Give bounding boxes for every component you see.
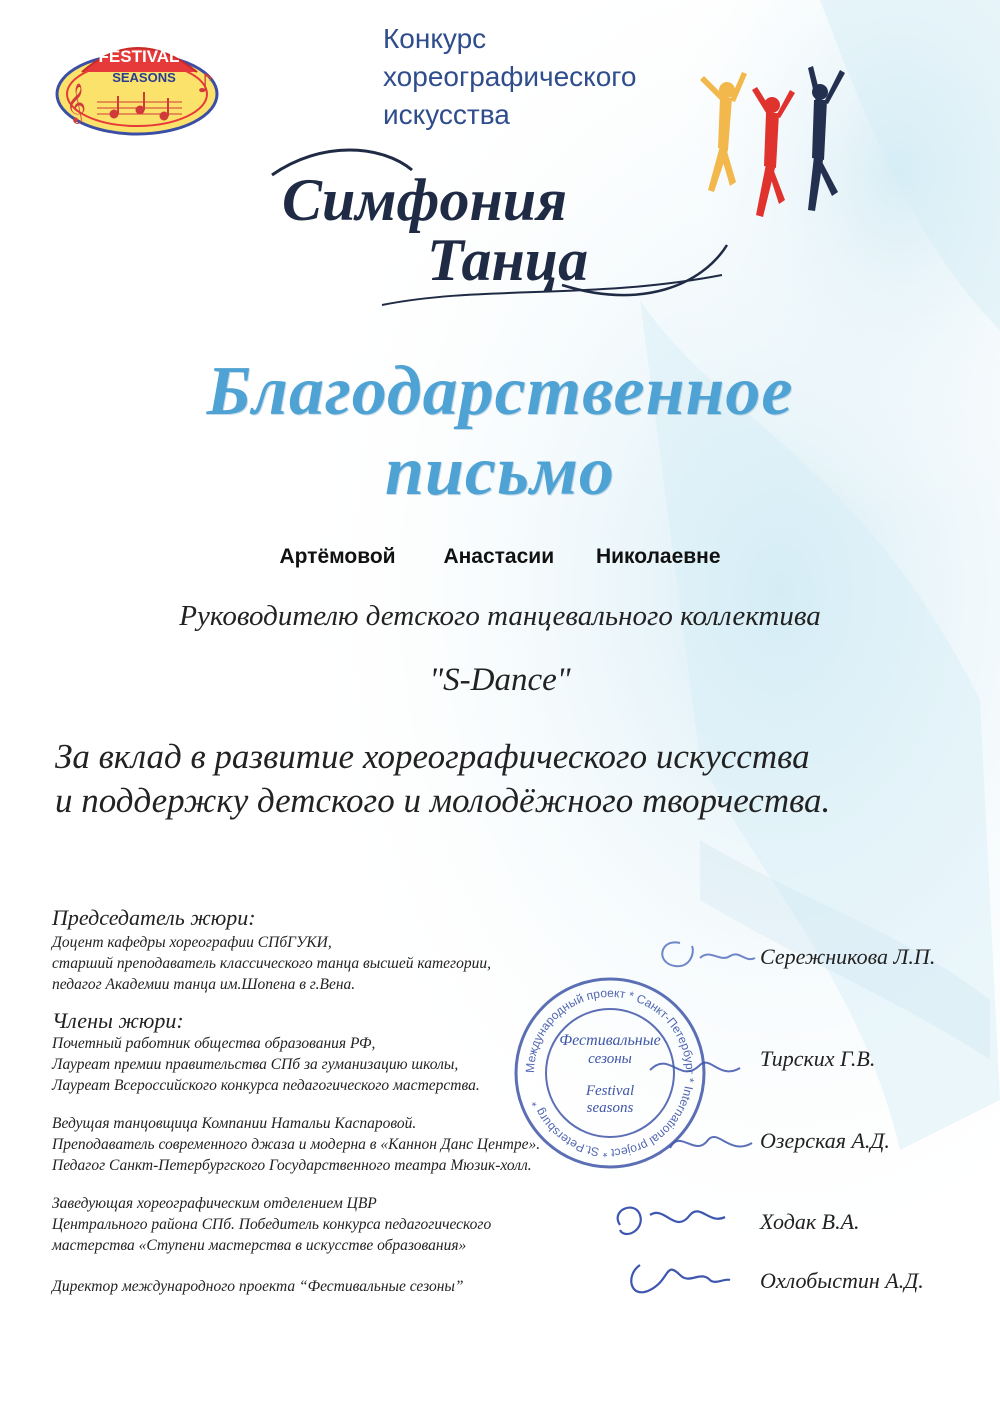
stamp-center-line-2: сезоны xyxy=(588,1051,632,1067)
member-desc-line: Почетный работник общества образования РФ, xyxy=(52,1035,376,1052)
header-line-3: искусства xyxy=(383,99,510,130)
signature-member-4 xyxy=(615,1250,735,1310)
member-description xyxy=(52,1193,491,1256)
festival-logo-text2: SEASONS xyxy=(112,70,176,85)
stamp-center-line-1: Фестивальные xyxy=(559,1032,661,1049)
member-desc-line: мастерства «Ступени мастерства в искусстве образования» xyxy=(52,1237,467,1254)
chair-name: Сережникова Л.П. xyxy=(760,944,936,969)
recipient-surname: Артёмовой xyxy=(279,545,396,568)
festival-logo-text1: FESTIVAL xyxy=(98,47,180,66)
member-desc-line: Лауреат Всероссийского конкурса педагогического мастерства. xyxy=(52,1077,480,1094)
member-name: Ходак В.А. xyxy=(760,1209,860,1234)
title-line-2: письмо xyxy=(385,433,615,510)
member-desc-line: Ведущая танцовщица Компании Натальи Каспаровой. xyxy=(52,1115,417,1132)
member-desc-line: Лауреат премии правительства СПб за гуманизацию школы, xyxy=(52,1056,459,1073)
document-title xyxy=(0,352,1000,512)
stamp-center-line-4: seasons xyxy=(586,1100,634,1116)
member-description xyxy=(52,1033,480,1096)
signature-member-3 xyxy=(605,1195,735,1255)
symphony-of-dance-logo xyxy=(262,135,732,315)
recipient-name xyxy=(0,545,1000,569)
member-desc-line: Центрального района СПб. Победитель конкурса педагогического xyxy=(52,1216,492,1233)
reason-line-2: и поддержку детского и молодёжного творчества. xyxy=(55,781,831,820)
recipient-patronymic: Николаевне xyxy=(595,545,721,568)
stamp-center-line-3: Festival xyxy=(585,1083,635,1099)
member-desc-line: Преподаватель современного джаза и модерна в «Каннон Данс Центре». xyxy=(52,1136,541,1153)
logo-word-2: Танца xyxy=(427,227,589,293)
member-name: Озерская А.Д. xyxy=(760,1128,890,1153)
chair-desc-line: Доцент кафедры хореографии СПбГУКИ, xyxy=(52,934,332,951)
member-name: Тирских Г.В. xyxy=(760,1046,876,1071)
members-heading: Члены жюри: xyxy=(52,1008,184,1033)
member-desc-line: Педагог Санкт-Петербургского Государственного театра Мюзик-холл. xyxy=(52,1157,532,1174)
chair-desc-line: старший преподаватель классического танца высшей категории, xyxy=(52,955,491,972)
svg-text:Международный проект * Санкт-П xyxy=(523,986,697,1160)
member-name: Охлобыстин А.Д. xyxy=(760,1268,924,1293)
reason-line-1: За вклад в развитие хореографического искусства xyxy=(55,737,810,776)
stamp-ring-text: Международный проект * Санкт-Петербург * International project * St.Petersburg * xyxy=(522,985,698,1161)
header-line-2: хореографического xyxy=(383,61,637,92)
signature-chair xyxy=(650,928,760,978)
member-description xyxy=(52,1113,540,1176)
collective-name: "S-Dance" xyxy=(429,662,571,698)
svg-text:♪: ♪ xyxy=(197,69,214,99)
recipient-role: Руководителю детского танцевального коллектива xyxy=(179,600,821,632)
title-line-1: Благодарственное xyxy=(206,353,794,430)
member-description xyxy=(52,1276,464,1297)
member-desc-line: Директор международного проекта “Фестивальные сезоны” xyxy=(52,1278,464,1295)
header-line-1: Конкурс xyxy=(383,23,487,54)
award-reason xyxy=(55,735,975,823)
svg-text:𝄞: 𝄞 xyxy=(66,83,87,123)
chair-desc-line: педагог Академии танца им.Шопена в г.Вена. xyxy=(52,976,356,993)
chair-heading: Председатель жюри: xyxy=(52,905,256,930)
recipient-first-name: Анастасии xyxy=(443,545,555,568)
official-stamp xyxy=(512,975,708,1171)
chair-description xyxy=(52,932,491,995)
contest-header xyxy=(383,20,703,134)
member-desc-line: Заведующая хореографическим отделением ЦВР xyxy=(52,1195,377,1212)
festival-seasons-logo xyxy=(52,32,227,142)
logo-word-1: Симфония xyxy=(282,167,568,233)
